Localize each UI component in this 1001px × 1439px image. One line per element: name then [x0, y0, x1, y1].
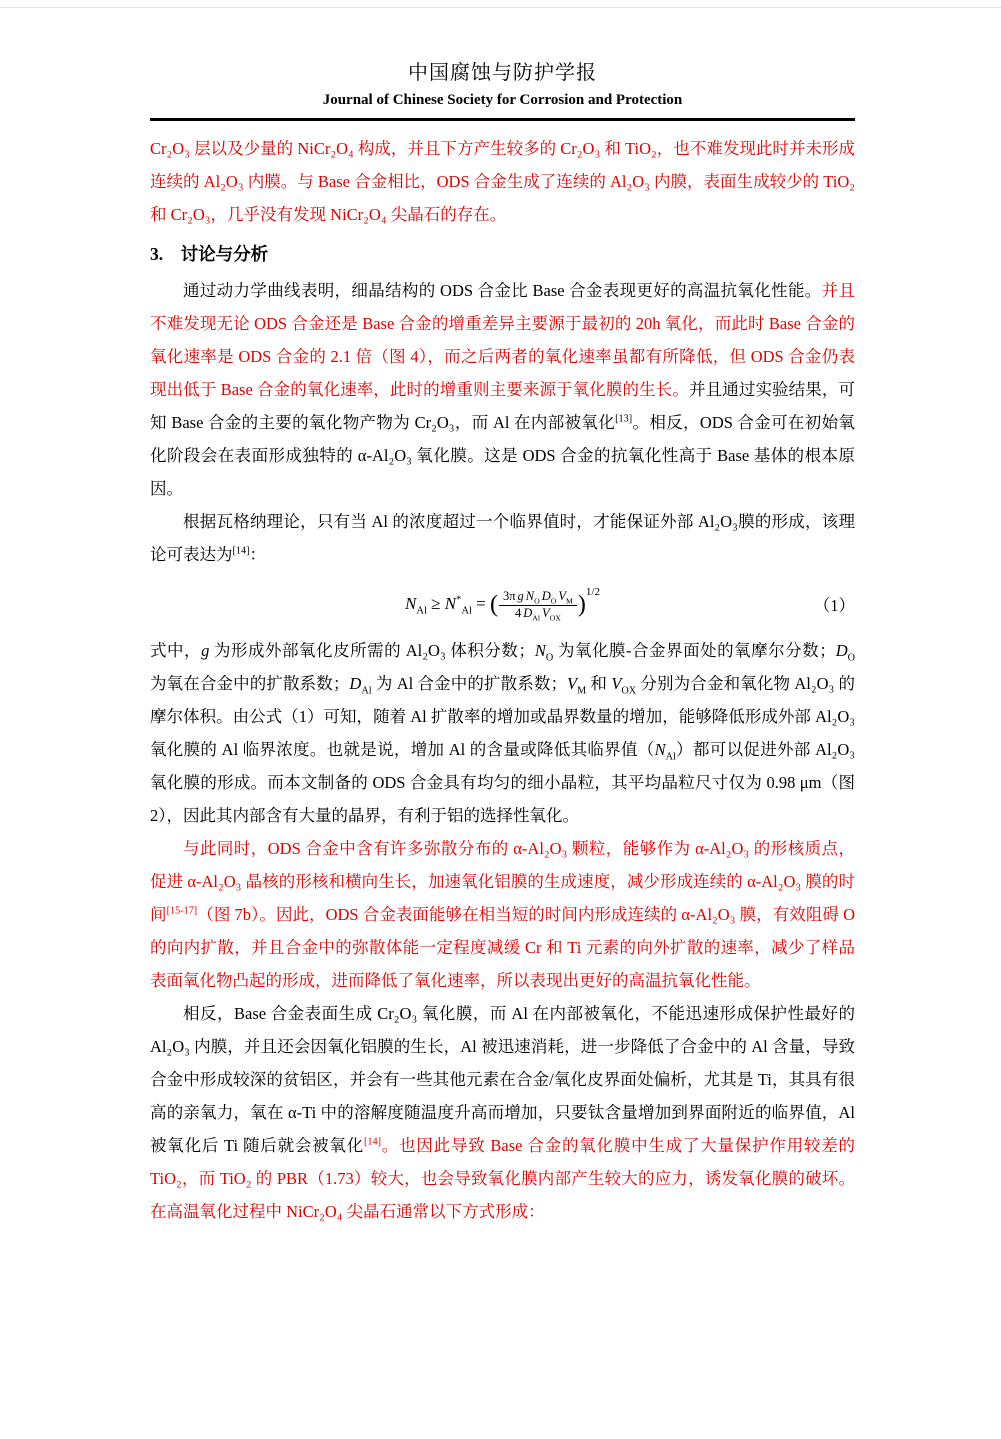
- equation-fraction: [499, 589, 577, 621]
- header-rule: [150, 118, 855, 121]
- page-top-edge: [0, 7, 1001, 8]
- equation-open-paren: (: [489, 591, 498, 618]
- equation-numerator: 3π g $N_O$ $D_O$ $V_M$: [502, 588, 573, 606]
- paragraph-wagner-theory: 根据瓦格纳理论，只有当 Al 的浓度超过一个临界值时，才能保证外部 Al₂O₃膜的形成，该理论可表达为[14]：: [150, 512, 855, 564]
- paragraph-base-oxidation: 相反，Base 合金表面生成 Cr₂O₃ 氧化膜，而 Al 在内部被氧化，不能迅速形成保护性最好的 Al₂O₃ 内膜，并且还会因氧化铝膜的生长，Al 被迅速消耗，进一步降低了合金中的 Al 含量，导致合金中形成较深的贫铝区，并会有一些其他元素在合金/氧化皮界面处偏析，尤其是 Ti，其具有很高的亲氧力，氧在 α-Ti 中的溶解度随温度升高而增加，只要钛含量增加到界面附近的临界值，Al 被氧化后 Ti 随后就会被氧化[14]。也因此导致 Base 合金的氧化膜中生成了大量保护作用较差的 TiO₂，而 TiO₂ 的 PBR（1.73）较大，也会导致氧化膜内部产生较大的应力，诱发氧化膜的破坏。在高温氧化过程中 NiCr₂O₄ 尖晶石通常以下方式形成：: [150, 1004, 855, 1222]
- section-heading: 3. 讨论与分析: [150, 244, 269, 264]
- equation-1: [150, 586, 855, 621]
- paragraph-ods-advantage: 与此同时，ODS 合金中含有许多弥散分布的 α-Al₂O₃ 颗粒，能够作为 α-Al₂O₃ 的形核质点，促进 α-Al₂O₃ 晶核的形核和横向生长，加速氧化铝膜的生成速度，减少形成连续的 α-Al₂O₃ 膜的时间[15-17]（图 7b）。因此，ODS 合金表面能够在相当短的时间内形成连续的 α-Al₂O₃ 膜，有效阻碍 O 的向内扩散，并且合金中的弥散体能一定程度减缓 Cr 和 Ti 元素的向外扩散的速率，减少了样品表面氧化物凸起的形成，进而降低了氧化速率，所以表现出更好的高温抗氧化性能。: [150, 839, 856, 991]
- equation-number: （1）: [813, 595, 855, 615]
- equation-exponent: 1/2: [585, 586, 600, 598]
- equation-denominator: 4 $D_{Al}$ $V_{OX}$: [499, 605, 577, 622]
- journal-header: [150, 56, 855, 121]
- paragraph-formula-terms: 式中，g 为形成外部氧化皮所需的 Al₂O₃ 体积分数；$N_O$ 为氧化膜-合金界面处的氧摩尔分数；$D_O$ 为氧在合金中的扩散系数；$D_{Al}$ 为 Al 合金中的扩散系数；$V_M$ 和 $V_{OX}$ 分别为合金和氧化物 Al₂O₃ 的摩尔体积。由公式（1）可知，随着 Al 扩散率的增加或晶界数量的增加，能够降低形成外部 Al₂O₃ 氧化膜的 Al 临界浓度。也就是说，增加 Al 的含量或降低其临界值$(N_{Al})$都可以促进外部 Al₂O₃ 氧化膜的形成。而本文制备的 ODS 合金具有均匀的细小晶粒，其平均晶粒尺寸仅为 0.98 μm（图 2），因此其内部含有大量的晶界，有利于铝的选择性氧化。: [150, 641, 856, 826]
- equation-1-body: [405, 586, 600, 621]
- paper-body: [150, 132, 855, 1228]
- paragraph-continued-from-previous-page: Cr₂O₃ 层以及少量的 NiCr₂O₄ 构成，并且下方产生较多的 Cr₂O₃ 和 TiO₂，也不难发现此时并未形成连续的 Al₂O₃ 内膜。与 Base 合金相比，ODS 合金生成了连续的 Al₂O₃ 内膜，表面生成较少的 TiO₂ 和 Cr₂O₃，几乎没有发现 NiCr₂O₄ 尖晶石的存在。: [150, 139, 855, 224]
- equation-close-paren: ): [577, 591, 586, 618]
- paragraph-discussion-kinetics: 通过动力学曲线表明，细晶结构的 ODS 合金比 Base 合金表现更好的高温抗氧化性能。并且不难发现无论 ODS 合金还是 Base 合金的增重差异主要源于最初的 20h 氧化，而此时 Base 合金的氧化速率是 ODS 合金的 2.1 倍（图 4），而之后两者的氧化速率虽都有所降低，但 ODS 合金仍表现出低于 Base 合金的氧化速率，此时的增重则主要来源于氧化膜的生长。并且通过实验结果，可知 Base 合金的主要的氧化物产物为 Cr₂O₃，而 Al 在内部被氧化[13]。相反，ODS 合金可在初始氧化阶段会在表面形成独特的 α-Al₂O₃ 氧化膜。这是 ODS 合金的抗氧化性高于 Base 基体的根本原因。: [150, 281, 856, 498]
- journal-title-en: Journal of Chinese Society for Corrosion and Protection: [322, 92, 683, 108]
- journal-title-cn: 中国腐蚀与防护学报: [408, 62, 597, 84]
- equation-lhs: $N_{Al} \ge N^*_{Al}$ =: [405, 594, 490, 617]
